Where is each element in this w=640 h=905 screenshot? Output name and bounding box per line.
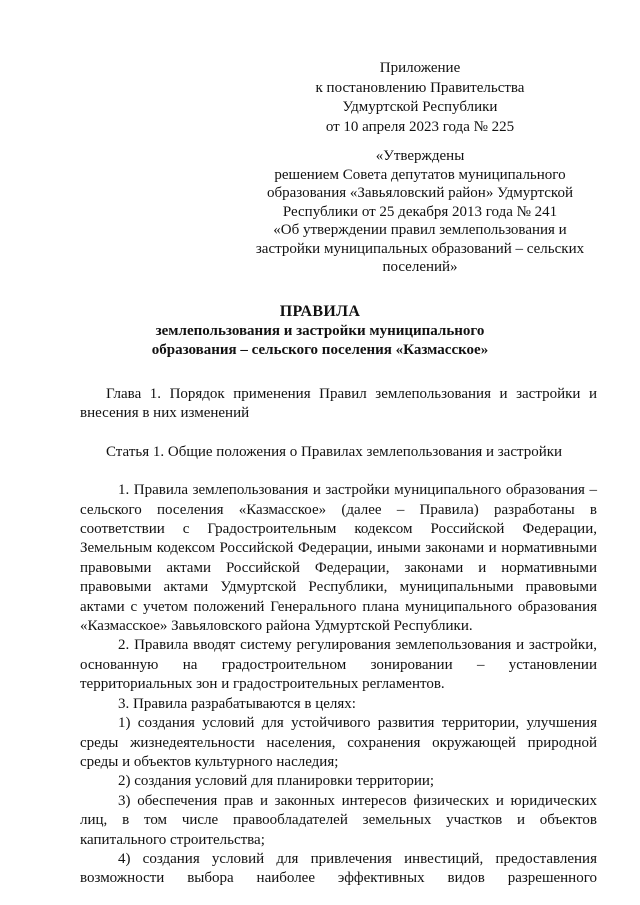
list-item-3 bbox=[80, 792, 597, 850]
paragraph-line: правовыми актами Российской Федерации, законами и нормативными bbox=[80, 559, 597, 576]
paragraph-line: 2. Правила вводят систему регулирования землепользования и застройки, bbox=[118, 637, 597, 654]
paragraph-line: среды жизнедеятельности населения, сохранения окружающей природной bbox=[80, 734, 597, 751]
paragraph-1 bbox=[80, 481, 597, 636]
paragraph-line: возможности выбора наиболее эффективных видов разрешенного bbox=[80, 870, 597, 887]
paragraph-line: 1. Правила землепользования и застройки муниципального образования – bbox=[118, 482, 597, 499]
chapter-heading bbox=[80, 385, 597, 424]
paragraph-line: соответствии с Градостроительным кодексом Российской Федерации, bbox=[80, 521, 597, 538]
paragraph-line: 3) обеспечения прав и законных интересов физических и юридических bbox=[118, 792, 597, 809]
paragraph-line: основанную на градостроительном зонировании – установлении bbox=[80, 656, 597, 673]
document-title bbox=[0, 302, 640, 361]
title-line: землепользования и застройки муниципального bbox=[155, 322, 485, 339]
paragraph-line: территориальных зон и градостроительных регламентов. bbox=[80, 676, 445, 693]
list-item-2: 2) создания условий для планировки территории; bbox=[118, 773, 435, 790]
appendix-line: от 10 апреля 2023 года № 225 bbox=[325, 118, 515, 135]
appendix-block bbox=[300, 59, 540, 137]
appendix-line: к постановлению Правительства bbox=[315, 79, 525, 96]
paragraph-line: Земельным кодексом Российской Федерации, иными законами и нормативными bbox=[80, 540, 597, 557]
list-item-4 bbox=[80, 850, 597, 889]
paragraph-line: капитального строительства; bbox=[80, 831, 265, 848]
paragraph-line: сельского поселения «Казмасское» (далее – Правила) разработаны в bbox=[80, 501, 597, 518]
list-item-1 bbox=[80, 714, 597, 772]
paragraph-line: актами с учетом положений Генерального плана муниципального образования bbox=[80, 598, 597, 615]
paragraph-line: «Казмасское» Завьяловского района Удмуртской Республики. bbox=[80, 618, 473, 635]
paragraph-2 bbox=[80, 636, 597, 694]
paragraph-line: среды и объектов культурного наследия; bbox=[80, 753, 339, 770]
approval-line: решением Совета депутатов муниципального bbox=[274, 166, 566, 183]
appendix-line: Приложение bbox=[379, 60, 461, 76]
title-heading: ПРАВИЛА bbox=[279, 303, 361, 320]
paragraph-line: 1) создания условий для устойчивого развития территории, улучшения bbox=[118, 715, 597, 732]
approval-line: «Об утверждении правил землепользования и bbox=[273, 222, 567, 238]
chapter-line: внесения в них изменений bbox=[80, 405, 250, 422]
document-body bbox=[80, 385, 597, 889]
approval-line: «Утверждены bbox=[375, 148, 465, 164]
approval-line: застройки муниципальных образований – сельских bbox=[255, 240, 585, 257]
paragraph-line: правовыми актами Удмуртской Республики, муниципальными правовыми bbox=[80, 579, 597, 596]
approval-line: Республики от 25 декабря 2013 года № 241 bbox=[282, 203, 558, 220]
paragraph-line: 4) создания условий для привлечения инвестиций, предоставления bbox=[118, 850, 597, 867]
paragraph-line: лиц, в том числе правообладателей земельных участков и объектов bbox=[80, 812, 597, 829]
chapter-line: Глава 1. Порядок применения Правил землепользования и застройки и bbox=[106, 386, 597, 402]
title-line: образования – сельского поселения «Казмасское» bbox=[151, 342, 489, 358]
article-heading: Статья 1. Общие положения о Правилах землепользования и застройки bbox=[106, 443, 563, 460]
appendix-line: Удмуртской Республики bbox=[342, 99, 498, 116]
approval-line: образования «Завьяловский район» Удмуртской bbox=[267, 185, 573, 201]
paragraph-3: 3. Правила разрабатываются в целях: bbox=[118, 695, 356, 712]
approval-line: поселений» bbox=[382, 259, 458, 275]
approval-block bbox=[252, 147, 588, 277]
